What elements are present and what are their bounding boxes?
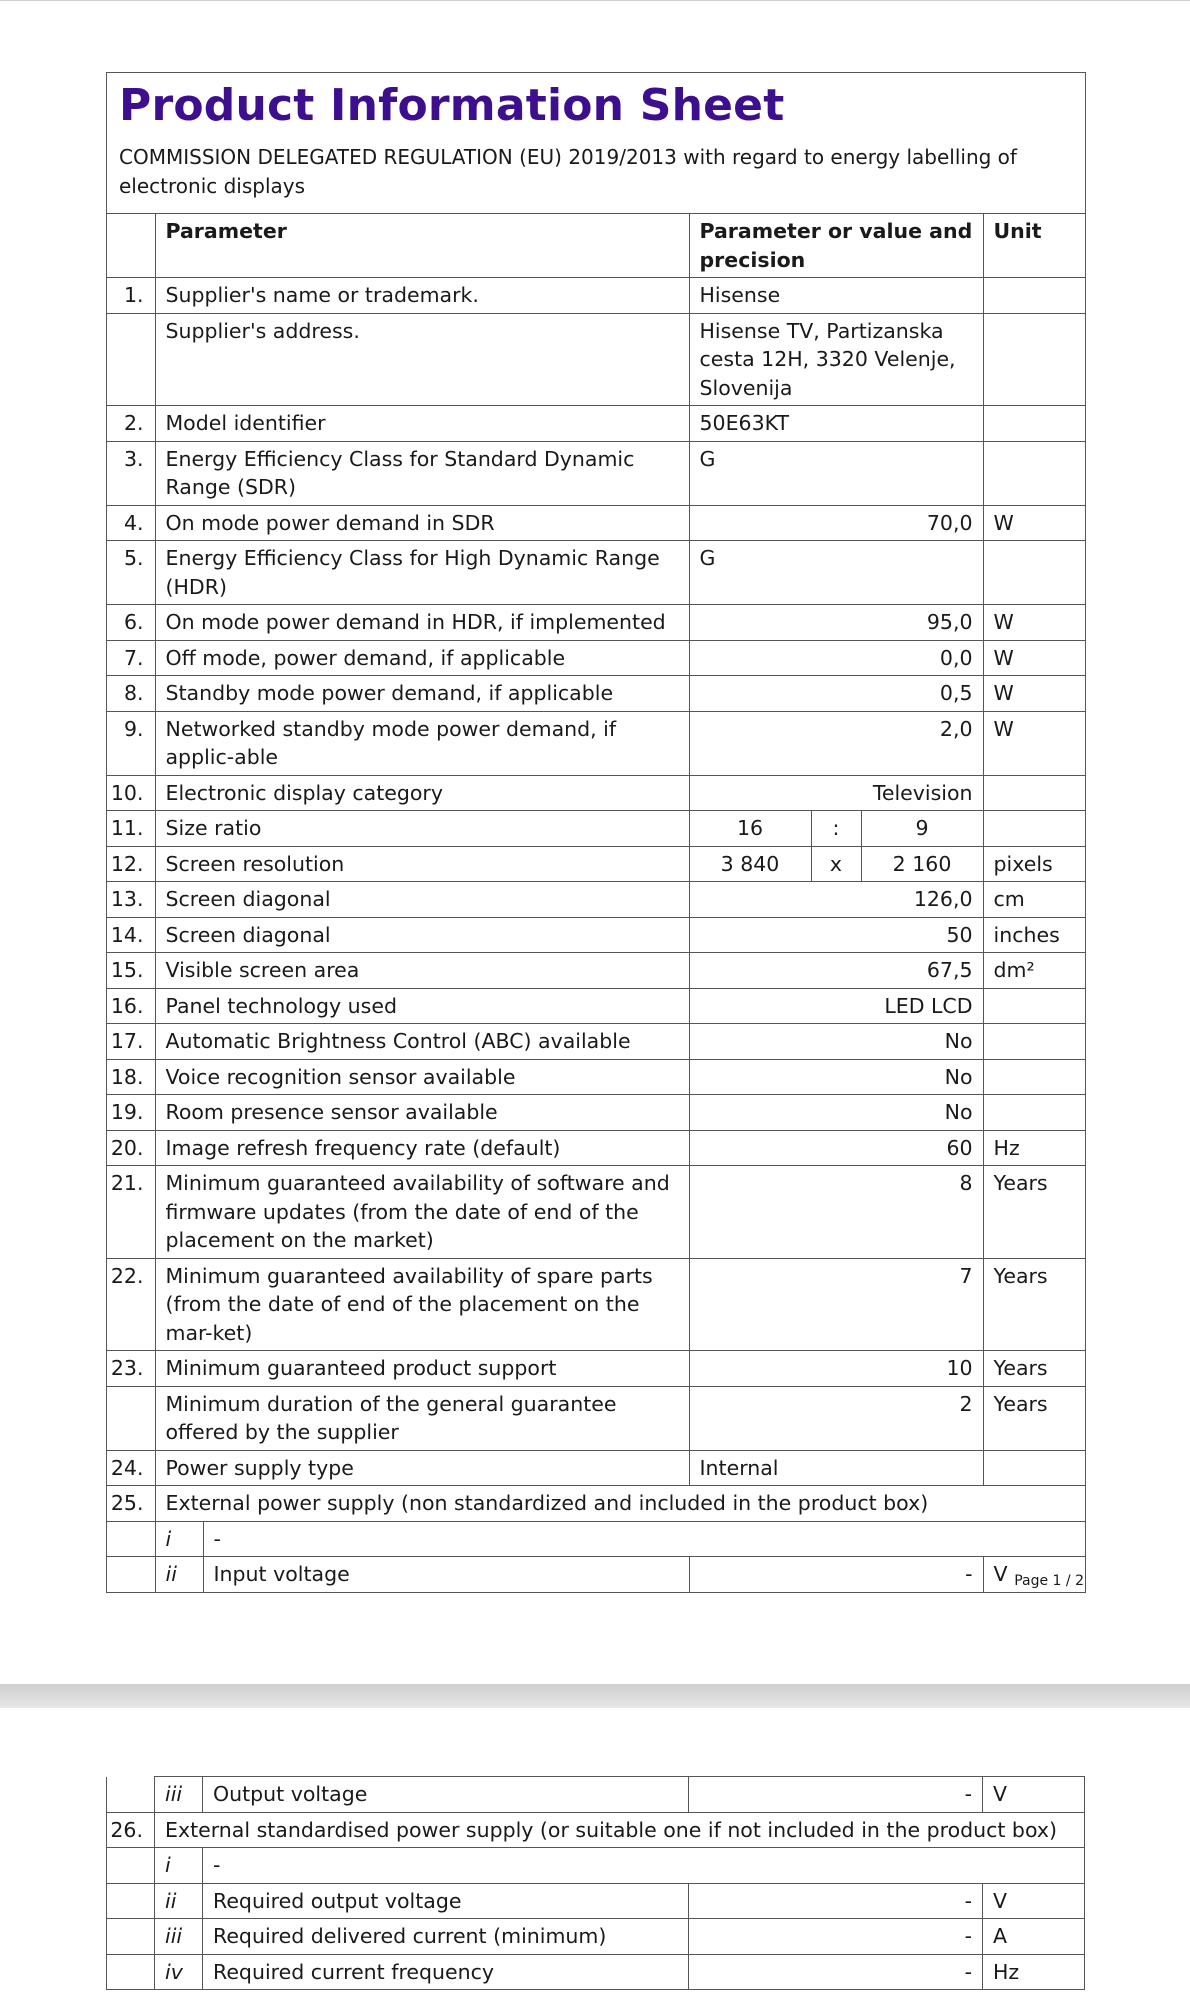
table-header-row: [107, 214, 1085, 278]
page-title: Product Information Sheet: [119, 80, 785, 131]
table-row: 7. Off mode, power demand, if applicable 0,0 W: [107, 640, 1085, 676]
table-row: 17. Automatic Brightness Control (ABC) available No: [107, 1024, 1085, 1060]
table-row: 6. On mode power demand in HDR, if implemented 95,0 W: [107, 605, 1085, 641]
table-row: 11. Size ratio 16 : 9: [107, 811, 1085, 847]
regulation-text: COMMISSION DELEGATED REGULATION (EU) 2019/2013 with regard to energy labelling of electronic displays: [119, 145, 1017, 198]
table-row: 5. Energy Efficiency Class for High Dynamic Range (HDR) G: [107, 541, 1085, 605]
table-row: 13. Screen diagonal 126,0 cm: [107, 882, 1085, 918]
product-information-sheet: [106, 72, 1086, 1593]
table-row: 22. Minimum guaranteed availability of spare parts (from the date of end of the placement on the mar-ket) 7 Years: [107, 1258, 1085, 1351]
table-row: 18. Voice recognition sensor available No: [107, 1059, 1085, 1095]
table-row: 20. Image refresh frequency rate (default) 60 Hz: [107, 1130, 1085, 1166]
table-row: 15. Visible screen area 67,5 dm²: [107, 953, 1085, 989]
document-page-2: [0, 1708, 1190, 2007]
table-row: 4. On mode power demand in SDR 70,0 W: [107, 505, 1085, 541]
table-row: 8. Standby mode power demand, if applicable 0,5 W: [107, 676, 1085, 712]
table-row: 3. Energy Efficiency Class for Standard Dynamic Range (SDR) G: [107, 441, 1085, 505]
table-row: iii Output voltage - V: [107, 1777, 1085, 1813]
table-row: iv Required current frequency - Hz: [107, 1954, 1085, 1990]
table-row: 19. Room presence sensor available No: [107, 1095, 1085, 1131]
table-row: 9. Networked standby mode power demand, if applic-able 2,0 W: [107, 711, 1085, 775]
table-row: 23. Minimum guaranteed product support 10 Years: [107, 1351, 1085, 1387]
table-row: 16. Panel technology used LED LCD: [107, 988, 1085, 1024]
table-row: Supplier's address. Hisense TV, Partizanska cesta 12H, 3320 Velenje, Slovenija: [107, 313, 1085, 406]
table-row: i -: [107, 1848, 1085, 1884]
table-row: 14. Screen diagonal 50 inches: [107, 917, 1085, 953]
product-information-sheet-continued: [106, 1776, 1084, 1990]
parameter-table-continued: [106, 1776, 1085, 1990]
table-row: 26. External standardised power supply (or suitable one if not included in the product box): [107, 1812, 1085, 1848]
table-row: 21. Minimum guaranteed availability of software and firmware updates (from the date of end of the placement on the market) 8 Years: [107, 1166, 1085, 1259]
table-row: Minimum duration of the general guarantee offered by the supplier 2 Years: [107, 1386, 1085, 1450]
header-value: Parameter or value and precision: [689, 214, 983, 278]
table-row: 1. Supplier's name or trademark. Hisense: [107, 278, 1085, 314]
header-parameter: Parameter: [155, 214, 689, 278]
page-gap: [0, 1684, 1190, 1708]
table-row: ii Required output voltage - V: [107, 1883, 1085, 1919]
page-number: Page 1 / 2: [1014, 1573, 1084, 1589]
table-row: i -: [107, 1521, 1085, 1557]
table-row: 24. Power supply type Internal: [107, 1450, 1085, 1486]
parameter-table: [107, 214, 1085, 1593]
table-row: 12. Screen resolution 3 840 x 2 160 pixels: [107, 846, 1085, 882]
table-row: ii Input voltage - V: [107, 1557, 1085, 1593]
table-row: iii Required delivered current (minimum) - A: [107, 1919, 1085, 1955]
header-unit: Unit: [983, 214, 1085, 278]
table-row: 2. Model identifier 50E63KT: [107, 406, 1085, 442]
table-row: 10. Electronic display category Television: [107, 775, 1085, 811]
sheet-header: [107, 73, 1085, 214]
table-row: 25. External power supply (non standardized and included in the product box): [107, 1486, 1085, 1522]
